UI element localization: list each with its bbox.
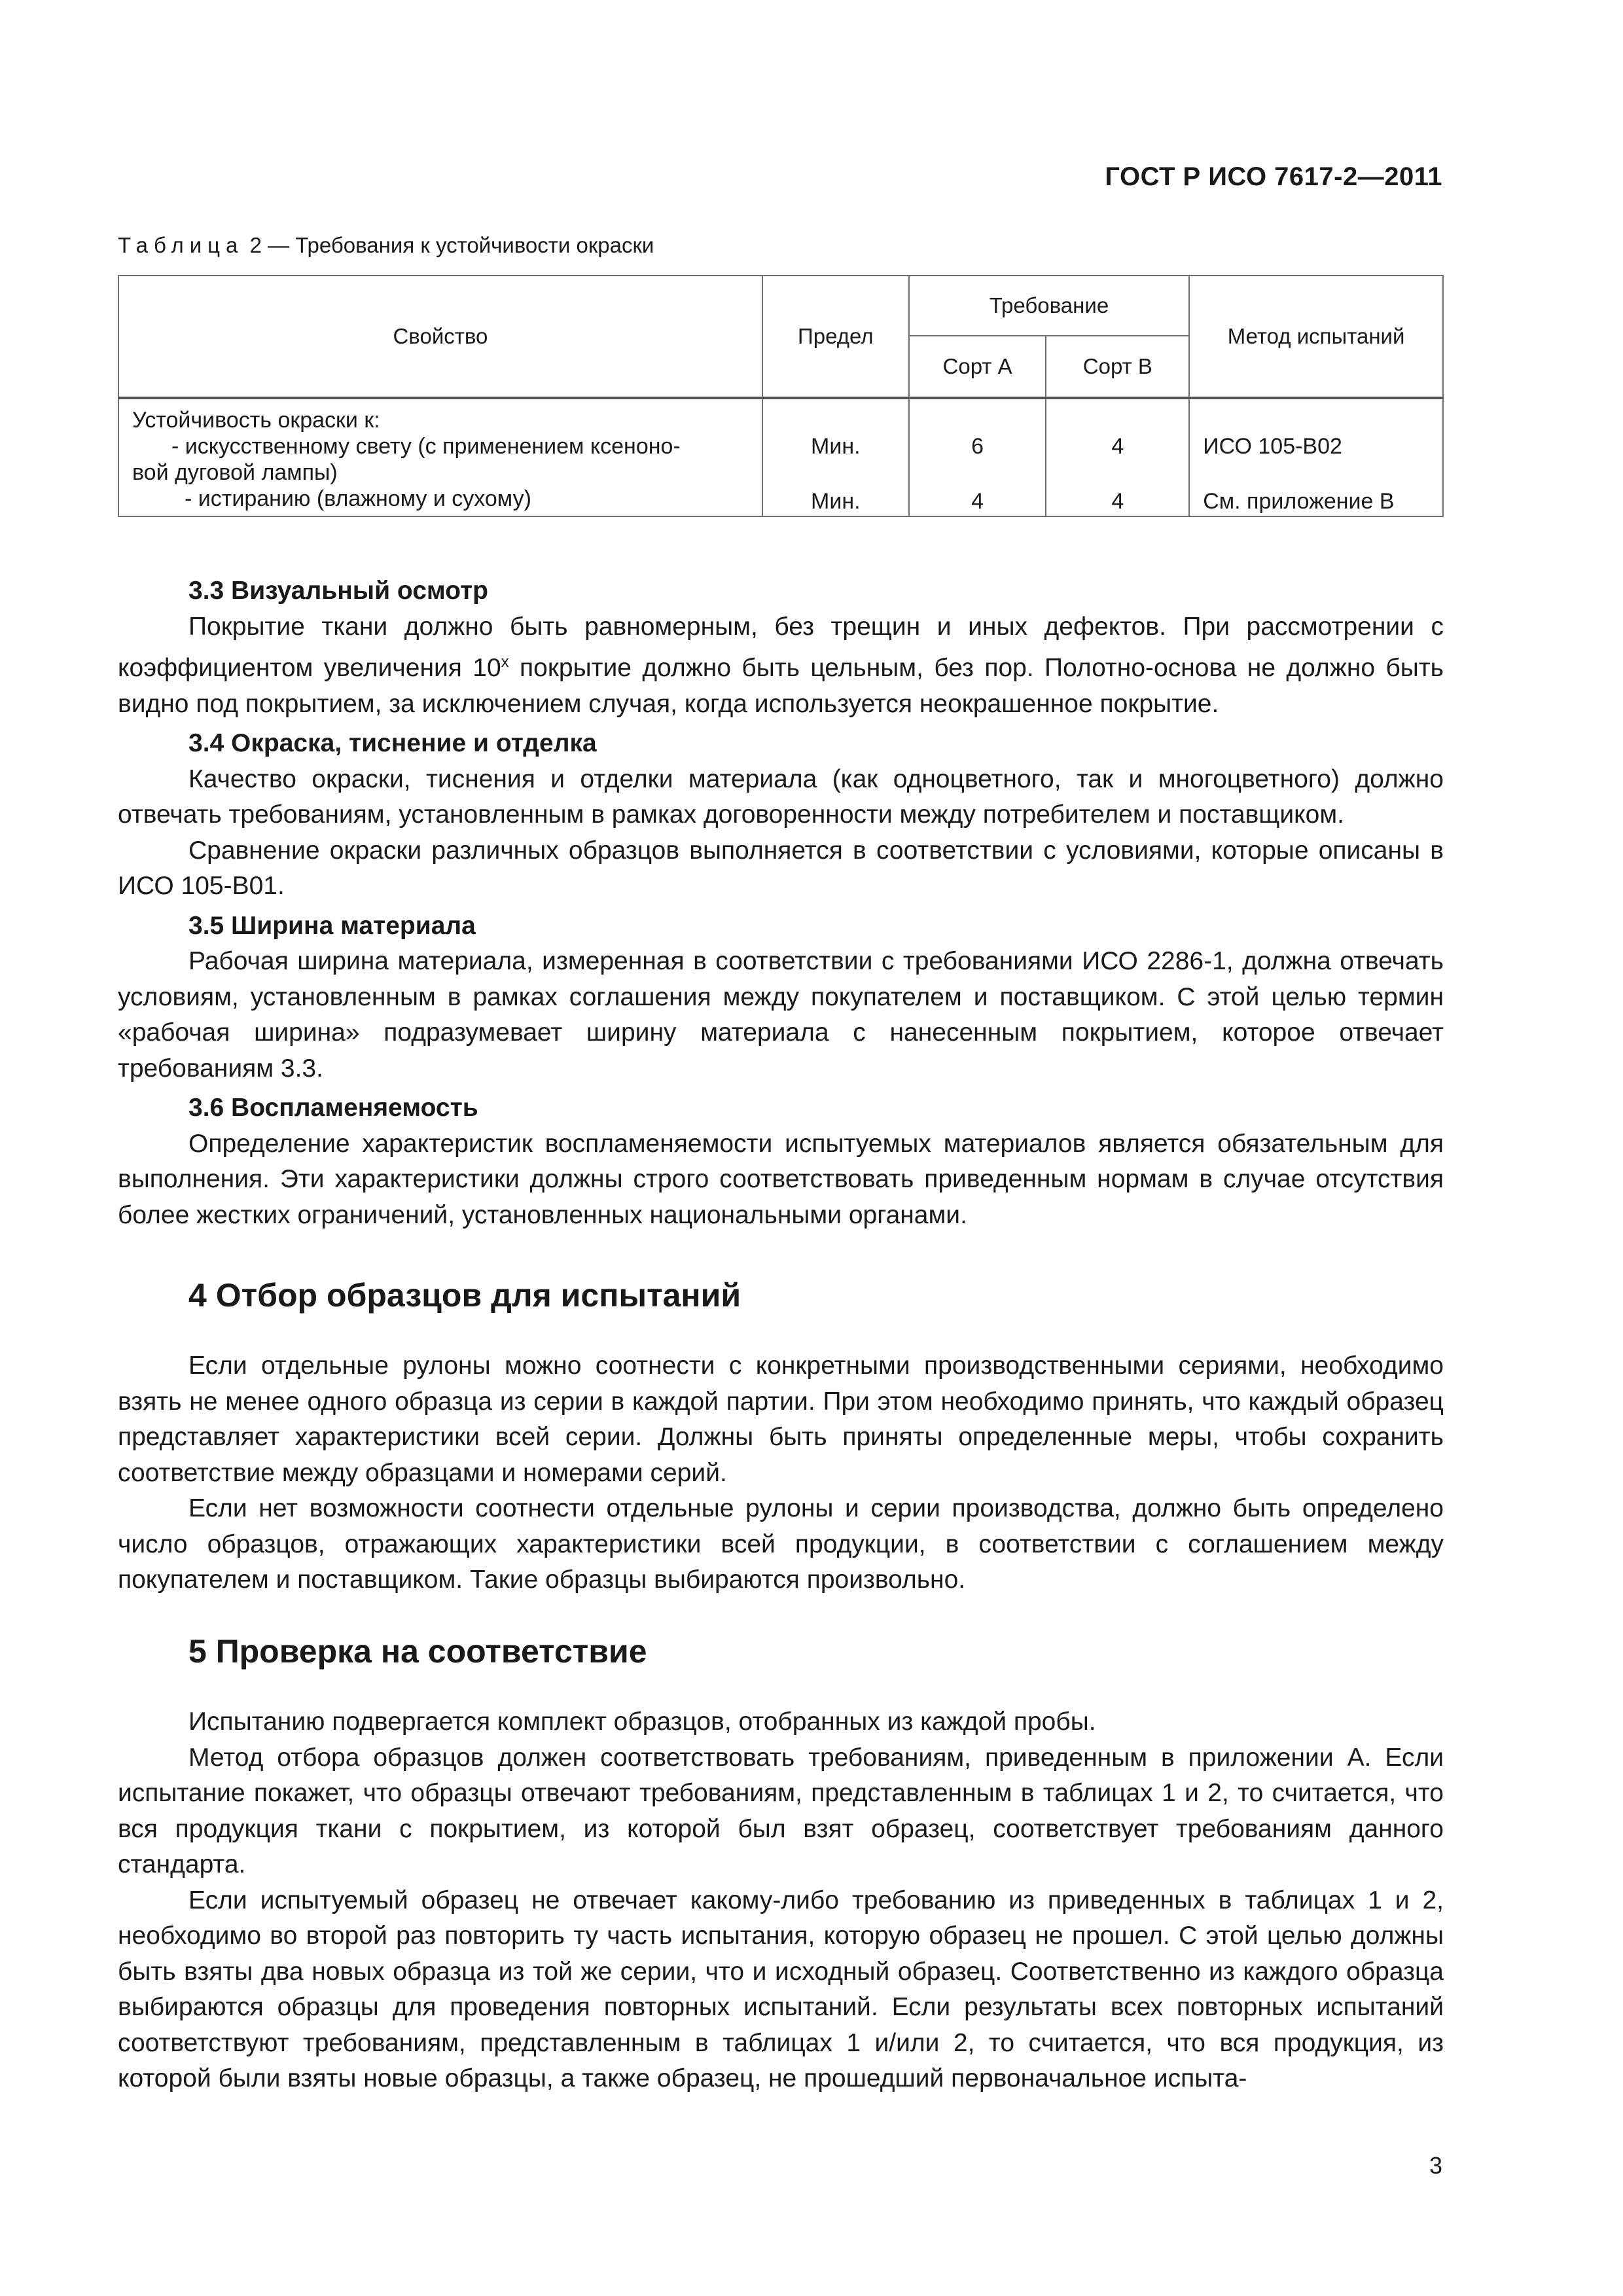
- paragraph: Если испытуемый образец не отвечает какому-либо требованию из приведенных в таблицах 1 и 2, необходимо во второй раз повторить ту часть испытания, которую образец не прошел. С этой целью должны быть взяты два новых образца из той же серии, что и исходный образец. Соответственно из каждого образца выбираются образцы для проведения повторных испытаний. Если результаты всех повторных испытаний соответствуют требованиям, представленным в таблицах 1 и/или 2, то считается, что вся продукция, из которой были взяты новые образцы, а также образец, не прошедший первоначальное испыта-: [118, 1886, 1444, 2092]
- header-grade-a: Сорт А: [909, 336, 1046, 398]
- section-4-body: [118, 1348, 1444, 1598]
- section-5-body: [118, 1704, 1444, 2097]
- table-caption: [118, 233, 654, 258]
- heading-3-6: 3.6 Воспламеняемость: [188, 1094, 478, 1122]
- row-grade-a: 6: [909, 398, 1046, 486]
- row-limit: Мин.: [762, 486, 909, 516]
- table-row: [118, 398, 1443, 486]
- row-grade-b: 4: [1046, 398, 1189, 486]
- group-label: Устойчивость окраски к:: [132, 408, 380, 433]
- row-method: См. приложение В: [1189, 486, 1443, 516]
- row-name-line1: - искусственному свету (с применением ксеноно-: [171, 434, 681, 459]
- header-method: Метод испытаний: [1189, 276, 1443, 398]
- page-number: 3: [1429, 2152, 1442, 2179]
- paragraph: Качество окраски, тиснения и отделки материала (как одноцветного, так и многоцветного) должно отвечать требованиям, установленным в рамках договоренности между потребителем и поставщиком.: [118, 764, 1444, 829]
- subsections-3: [118, 573, 1444, 1233]
- header-limit: Предел: [762, 276, 909, 398]
- table-caption-label: Таблица: [118, 233, 244, 257]
- row-limit: Мин.: [762, 398, 909, 486]
- paragraph: Покрытие ткани должно быть равномерным, без трещин и иных дефектов. При рассмотрении с коэффициентом увеличения $10^х$ покрытие должно быть цельным, без пор. Полотно-основа не должно быть видно под покрытием, за исключением случая, когда используется неокрашенное покрытие.: [118, 612, 1444, 718]
- table-caption-title: 2 — Требования к устойчивости окраски: [249, 233, 654, 257]
- heading-section-4: 4 Отбор образцов для испытаний: [188, 1277, 741, 1314]
- paragraph: Рабочая ширина материала, измеренная в соответствии с требованиями ИСО 2286-1, должна отвечать условиям, установленным в рамках соглашения между покупателем и поставщиком. С этой целью термин «рабочая ширина» подразумевает ширину материала с нанесенным покрытием, которое отвечает требованиям 3.3.: [118, 947, 1444, 1083]
- paragraph: Сравнение окраски различных образцов выполняется в соответствии с условиями, которые описаны в ИСО 105-В01.: [118, 836, 1444, 900]
- header-property: Свойство: [118, 276, 762, 398]
- heading-3-4: 3.4 Окраска, тиснение и отделка: [188, 729, 597, 757]
- paragraph: Испытанию подвергается комплект образцов, отобранных из каждой пробы.: [188, 1708, 1096, 1736]
- heading-3-5: 3.5 Ширина материала: [188, 911, 476, 940]
- row-method: ИСО 105-В02: [1189, 398, 1443, 486]
- row-grade-a: 4: [909, 486, 1046, 516]
- table-row: [118, 486, 1443, 516]
- color-fastness-table: [118, 275, 1444, 517]
- document-header: ГОСТ Р ИСО 7617-2—2011: [1105, 162, 1442, 191]
- heading-3-3: 3.3 Визуальный осмотр: [188, 577, 489, 605]
- header-grade-b: Сорт В: [1046, 336, 1189, 398]
- row-name-line2: вой дуговой лампы): [132, 460, 338, 485]
- heading-section-5: 5 Проверка на соответствие: [188, 1633, 647, 1670]
- paragraph: Если нет возможности соотнести отдельные рулоны и серии производства, должно быть определено число образцов, отражающих характеристики всей продукции, в соответствии с соглашением между покупателем и поставщиком. Такие образцы выбираются произвольно.: [118, 1494, 1444, 1594]
- paragraph: Определение характеристик воспламеняемости испытуемых материалов является обязательным для выполнения. Эти характеристики должны строго соответствовать приведенным нормам в случае отсутствия более жестких ограничений, установленных национальными органами.: [118, 1129, 1444, 1229]
- paragraph: Метод отбора образцов должен соответствовать требованиям, приведенным в приложении А. Если испытание покажет, что образцы отвечают требованиям, представленным в таблицах 1 и 2, то считается, что вся продукция ткани с покрытием, из которой был взят образец, соответствует требованиям данного стандарта.: [118, 1743, 1444, 1878]
- row-name-line1: - истиранию (влажному и сухому): [185, 486, 531, 511]
- row-grade-b: 4: [1046, 486, 1189, 516]
- paragraph: Если отдельные рулоны можно соотнести с конкретными производственными сериями, необходимо взять не менее одного образца из серии в каждой партии. При этом необходимо принять, что каждый образец представляет характеристики всей серии. Должны быть приняты определенные меры, чтобы сохранить соответствие между образцами и номерами серий.: [118, 1352, 1444, 1487]
- header-requirement: Требование: [909, 276, 1190, 336]
